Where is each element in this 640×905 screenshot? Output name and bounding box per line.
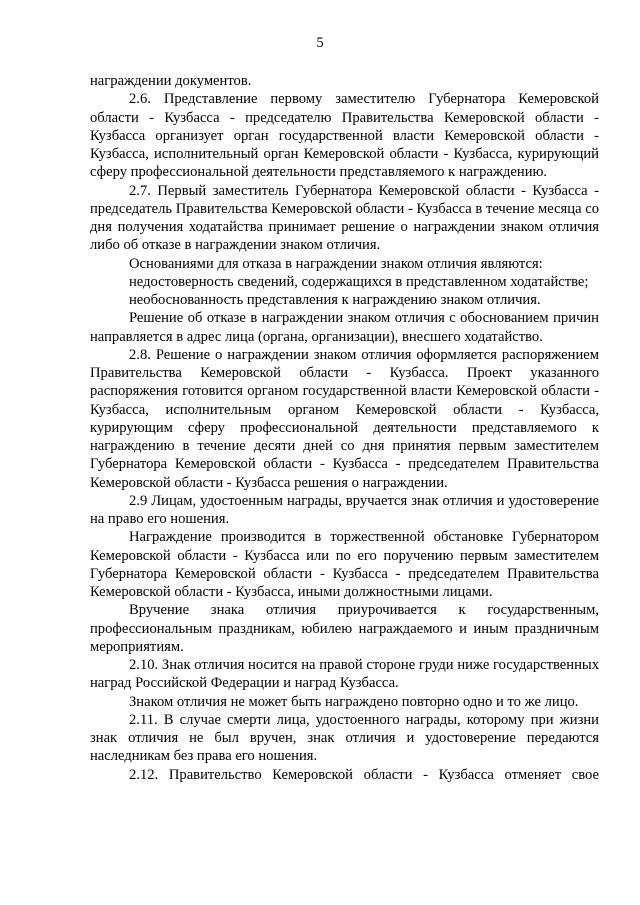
paragraph: необоснованность представления к награждению знаком отличия. — [129, 292, 541, 308]
paragraph: Основаниями для отказа в награждении знаком отличия являются: — [129, 255, 543, 272]
paragraph: 2.12. Правительство Кемеровской области - Кузбасса отменяет свое — [129, 766, 599, 783]
paragraph: недостоверность сведений, содержащихся в представленном ходатайстве; — [129, 273, 589, 290]
paragraph: 2.7. Первый заместитель Губернатора Кемеровской области - Кузбасса - председатель Правительства Кемеровской области - Кузбасса в течение месяца со дня получения ходатайства принимает решение о награждении знаком отличия либо об отказе в награждении знаком отличия. — [90, 182, 599, 254]
paragraph: Награждение производится в торжественной обстановке Губернатором Кемеровской области - Кузбасса или по его поручению первым заместителем Губернатора Кемеровской области - Кузбасса - председателем Правительства Кемеровской области - Кузбасса, иными должностными лицами. — [90, 529, 599, 600]
paragraph: награждении документов. — [90, 73, 252, 89]
paragraph: Решение об отказе в награждении знаком отличия с обоснованием причин направляется в адрес лица (органа, организации), внесшего ходатайство. — [90, 310, 599, 345]
paragraph: 2.6. Представление первому заместителю Губернатора Кемеровской области - Кузбасса - председателю Правительства Кемеровской области - Кузбасса организует орган государственной власти Кемеровской области - Кузбасса, исполнительный орган Кемеровской области - Кузбасса, курирующий сферу профессиональной деятельности представляемого к награждению. — [90, 91, 599, 181]
paragraph: 2.9 Лицам, удостоенным награды, вручается знак отличия и удостоверение на право его ношения. — [90, 492, 599, 527]
paragraph: 2.8. Решение о награждении знаком отличия оформляется распоряжением Правительства Кемеровской области - Кузбасса. Проект указанного распоряжения готовится органом государственной власти Кемеровской области - Кузбасса, исполнительным органом Кемеровской области - Кузбасса, курирующим сферу профессиональной деятельности представляемого к награждению в течение десяти дней со дня принятия первым заместителем Губернатора Кемеровской области - Кузбасса - председателем Правительства Кемеровской области - Кузбасса решения о награждении. — [90, 346, 599, 491]
paragraph: 2.11. В случае смерти лица, удостоенного награды, которому при жизни знак отличия не был вручен, знак отличия и удостоверение передаются наследникам без права его ношения. — [90, 711, 599, 765]
paragraph: Вручение знака отличия приурочивается к государственным, профессиональным праздникам, юбилею награждаемого и иным праздничным мероприятиям. — [90, 602, 599, 655]
paragraph: Знаком отличия не может быть награждено повторно одно и то же лицо. — [129, 693, 579, 710]
paragraph: 2.10. Знак отличия носится на правой стороне груди ниже государственных наград Российской Федерации и наград Кузбасса. — [90, 657, 599, 692]
document-body — [90, 72, 599, 784]
page-number: 5 — [316, 35, 324, 51]
